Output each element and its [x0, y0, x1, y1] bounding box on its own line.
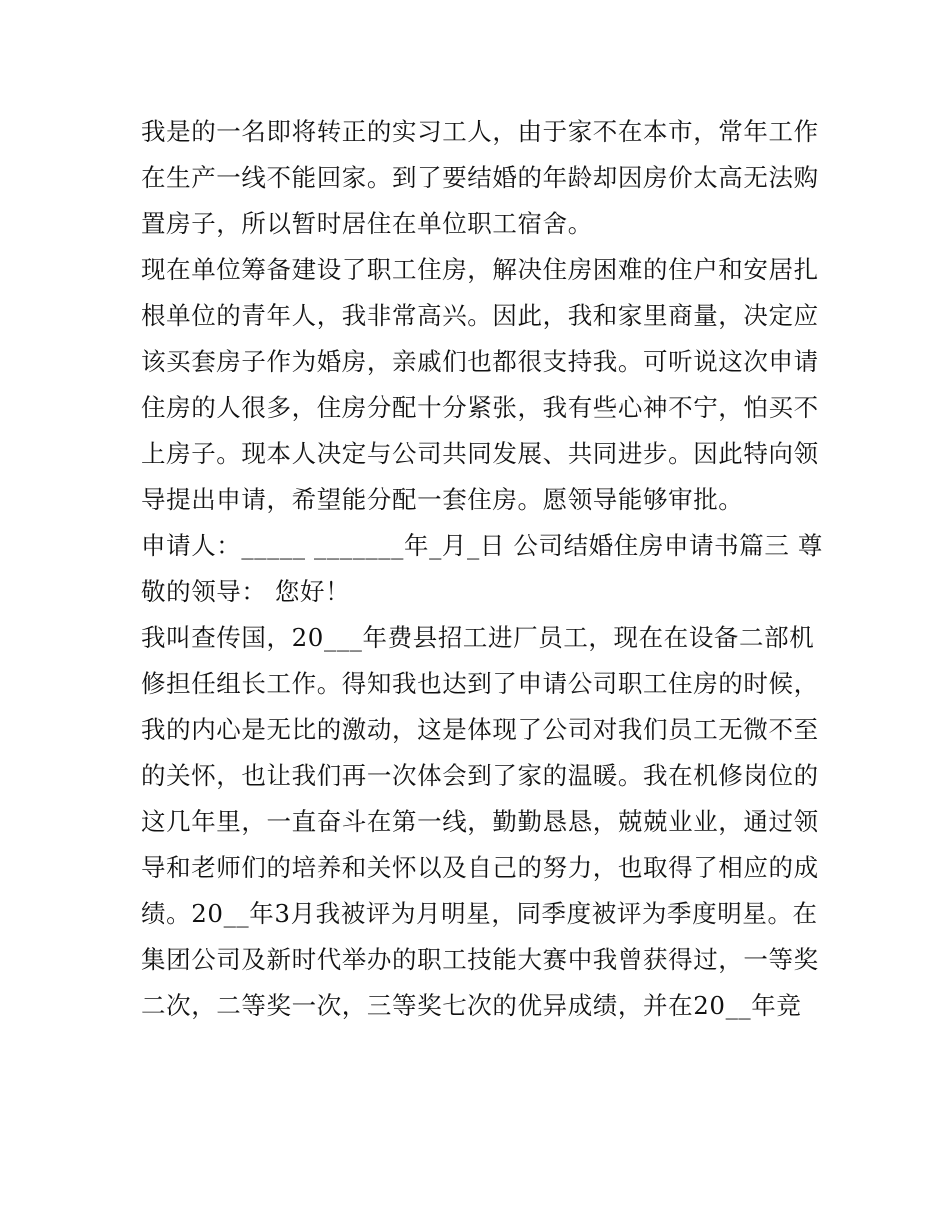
- applicant-line: 申请人：_____ _______年_月_日 公司结婚住房申请书篇三 尊: [141, 531, 823, 560]
- text-line: 根单位的青年人，我非常高兴。因此，我和家里商量，决定应: [141, 301, 819, 330]
- text-line: 我叫查传国，20___年费县招工进厂员工，现在在设备二部机: [141, 623, 815, 652]
- text-line: 上房子。现本人决定与公司共同发展、共同进步。因此特向领: [141, 439, 819, 468]
- text-line: 导和老师们的培养和关怀以及自己的努力，也取得了相应的成: [141, 853, 819, 882]
- text-line: 住房的人很多，住房分配十分紧张，我有些心神不宁，怕买不: [141, 393, 819, 422]
- text-line: 这几年里，一直奋斗在第一线，勤勤恳恳，兢兢业业，通过领: [141, 807, 819, 836]
- document-body: [141, 109, 821, 1029]
- text-line: 我是的一名即将转正的实习工人，由于家不在本市，常年工作: [141, 117, 819, 146]
- text-line: 我的内心是无比的激动，这是体现了公司对我们员工无微不至: [141, 715, 819, 744]
- text-line: 绩。20__年3月我被评为月明星，同季度被评为季度明星。在: [141, 899, 818, 928]
- text-line: 二次，二等奖一次，三等奖七次的优异成绩，并在20__年竞: [141, 991, 802, 1020]
- text-line: 导提出申请，希望能分配一套住房。愿领导能够审批。: [141, 485, 744, 514]
- text-line: 修担任组长工作。得知我也达到了申请公司职工住房的时候，: [141, 669, 819, 698]
- text-line: 现在单位筹备建设了职工住房，解决住房困难的住户和安居扎: [141, 255, 819, 284]
- salutation-line: 敬的领导： 您好！: [141, 577, 351, 606]
- text-line: 的关怀，也让我们再一次体会到了家的温暖。我在机修岗位的: [141, 761, 819, 790]
- text-line: 在生产一线不能回家。到了要结婚的年龄却因房价太高无法购: [141, 163, 819, 192]
- text-line: 置房子，所以暂时居住在单位职工宿舍。: [141, 209, 593, 238]
- text-line: 该买套房子作为婚房，亲戚们也都很支持我。可听说这次申请: [141, 347, 819, 376]
- text-line: 集团公司及新时代举办的职工技能大赛中我曾获得过，一等奖: [141, 945, 819, 974]
